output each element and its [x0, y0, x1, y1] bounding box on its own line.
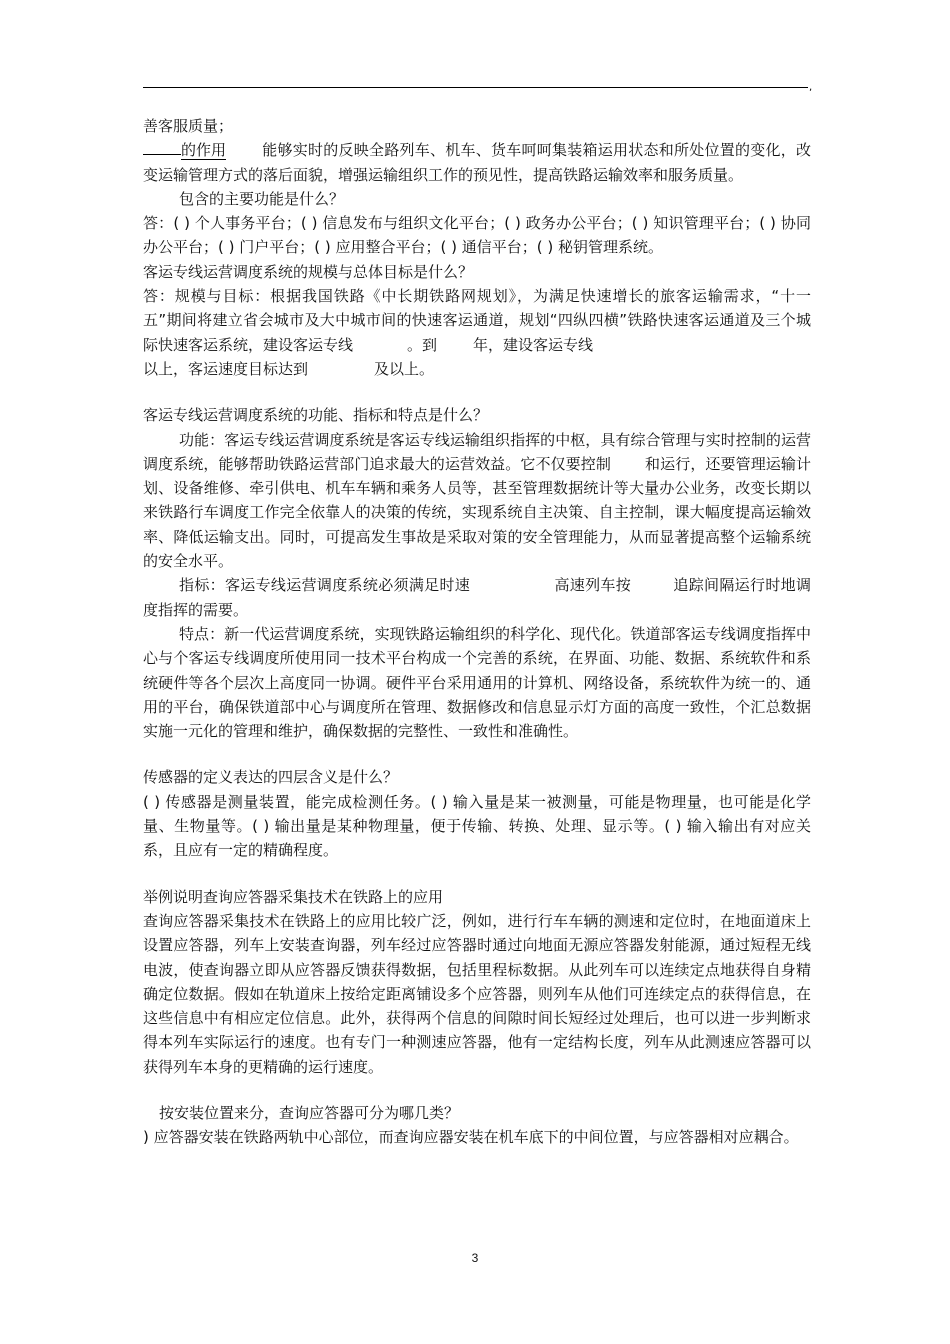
paragraph-text: 功能：客运专线运营调度系统是客运专线运输组织指挥的中枢，具有综合管理与实时控制的运营调度系统，能够帮助铁路运营部门追求最大的运营效益。它不仅要控制: [143, 430, 811, 473]
question-heading: 客运专线运营调度系统的功能、指标和特点是什么？: [143, 406, 489, 425]
page-number: 3: [471, 1251, 479, 1265]
answer-paragraph: 特点：新一代运营调度系统，实现铁路运输组织的科学化、现代化。铁道部客运专线调度指挥中心与个客运专线调度所使用同一技术平台构成一个完善的系统，在界面、功能、数据、系统软件和系统硬件等各个层次上高度同一协调。硬件平台采用通用的计算机、网络设备，系统软件为统一的、通用的平台，确保铁道部中心与调度所在管理、数据修改和信息显示灯方面的高度一致性，个汇总数据实施一元化的管理和维护，确保数据的完整性、一致性和准确性。: [143, 624, 811, 741]
paragraph-text: 答：规模与目标：根据我国铁路《中长期铁路网规划》，为满足快速增长的旅客运输需求，“十一五”期间将建立省会城市及大中城市间的快速客运通道，规划“四纵四横”铁路快速客运通道及三个城际快速客运系统，建设客运专线: [143, 287, 811, 354]
paragraph-text: 高速列车按: [554, 576, 632, 595]
question-heading: 客运专线运营调度系统的规模与总体目标是什么？: [143, 262, 474, 281]
answer-paragraph: [143, 284, 811, 381]
paragraph: 善客服质量；: [143, 117, 234, 135]
question-heading: 举例说明查询应答器采集技术在铁路上的应用: [143, 887, 444, 906]
document-body: [143, 114, 811, 1150]
question-heading: 按安装位置来分，查询应答器可分为哪几类？: [159, 1103, 460, 1122]
paragraph-text: 追踪间隔运行时地调度指挥的需要。: [143, 576, 811, 619]
paragraph-text: 和运行，还要管理运输计划、设备维修、牵引供电、机车车辆和乘务人员等，甚至管理数据统计等大量办公业务，改变长期以来铁路行车调度工作完全依靠人的决策的传统，实现系统自主决策、自主控制，课大幅度提高运输效率、降低运输支出。同时，可提高发生事故是采取对策的安全管理能力，从而显著提高整个运输系统的安全水平。: [143, 454, 811, 571]
paragraph-text: 及以上。: [374, 359, 435, 378]
paragraph-text: 能够实时的反映全路列车、机车、货车呵呵集装箱运用状态和所处位置的变化，改变运输管理方式的落后面貌，增强运输组织工作的预见性，提高铁路运输效率和服务质量。: [143, 141, 811, 184]
spacer: [143, 1079, 811, 1101]
question-heading: 传感器的定义表达的四层含义是什么？: [143, 768, 399, 787]
underlined-term: 的作用: [181, 141, 227, 160]
paragraph-text: 年，建设客运专线: [473, 335, 594, 354]
answer-paragraph: [143, 428, 811, 574]
paragraph: [143, 138, 811, 187]
paragraph-text: 。到: [407, 335, 438, 354]
spacer: [143, 863, 811, 885]
question-heading: 包含的主要功能是什么？: [179, 189, 345, 208]
answer-paragraph: 查询应答器采集技术在铁路上的应用比较广泛，例如，进行行车车辆的测速和定位时，在地面道床上设置应答器，列车上安装查询器，列车经过应答器时通过向地面无源应答器发射能源，通过短程无线电波，使查询器立即从应答器反馈获得数据，包括里程标数据。从此列车可以连续定点地获得自身精确定位数据。假如在轨道床上按给定距离铺设多个应答器，则列车从他们可连续定点的获得信息，在这些信息中有相应定位信息。此外，获得两个信息的间隙时间长短经过处理后，也可以进一步判断求得本列车实际运行的速度。也有专门一种测速应答器，他有一定结构长度，列车从此测速应答器可以获得列车本身的更精确的运行速度。: [143, 911, 811, 1076]
answer-paragraph: 答：( ) 个人事务平台；( ) 信息发布与组织文化平台；( ) 政务办公平台；( ) 知识管理平台；( ) 协同办公平台；( ) 门户平台；( ) 应用整合平台；( ) 通信平台；( ) 秘钥管理系统。: [143, 214, 811, 257]
answer-paragraph: [143, 573, 811, 622]
answer-paragraph: ) 应答器安装在铁路两轨中心部位，而查询应器安装在机车底下的中间位置，与应答器相对应耦合。: [143, 1128, 799, 1147]
paragraph-text: 指标：客运专线运营调度系统必须满足时速: [179, 576, 471, 595]
paragraph-text: 以上，客运速度目标达到: [143, 359, 309, 378]
header-rule: [143, 87, 808, 88]
answer-paragraph: ( ) 传感器是测量装置，能完成检测任务。( ) 输入量是某一被测量，可能是物理量，也可能是化学量、生物量等。( ) 输出量是某种物理量，便于传输、转换、处理、显示等。( ) 输入输出有对应关系，且应有一定的精确程度。: [143, 792, 811, 860]
header-rule-mark: ,: [809, 82, 813, 93]
spacer: [143, 743, 811, 765]
spacer: [143, 381, 811, 403]
